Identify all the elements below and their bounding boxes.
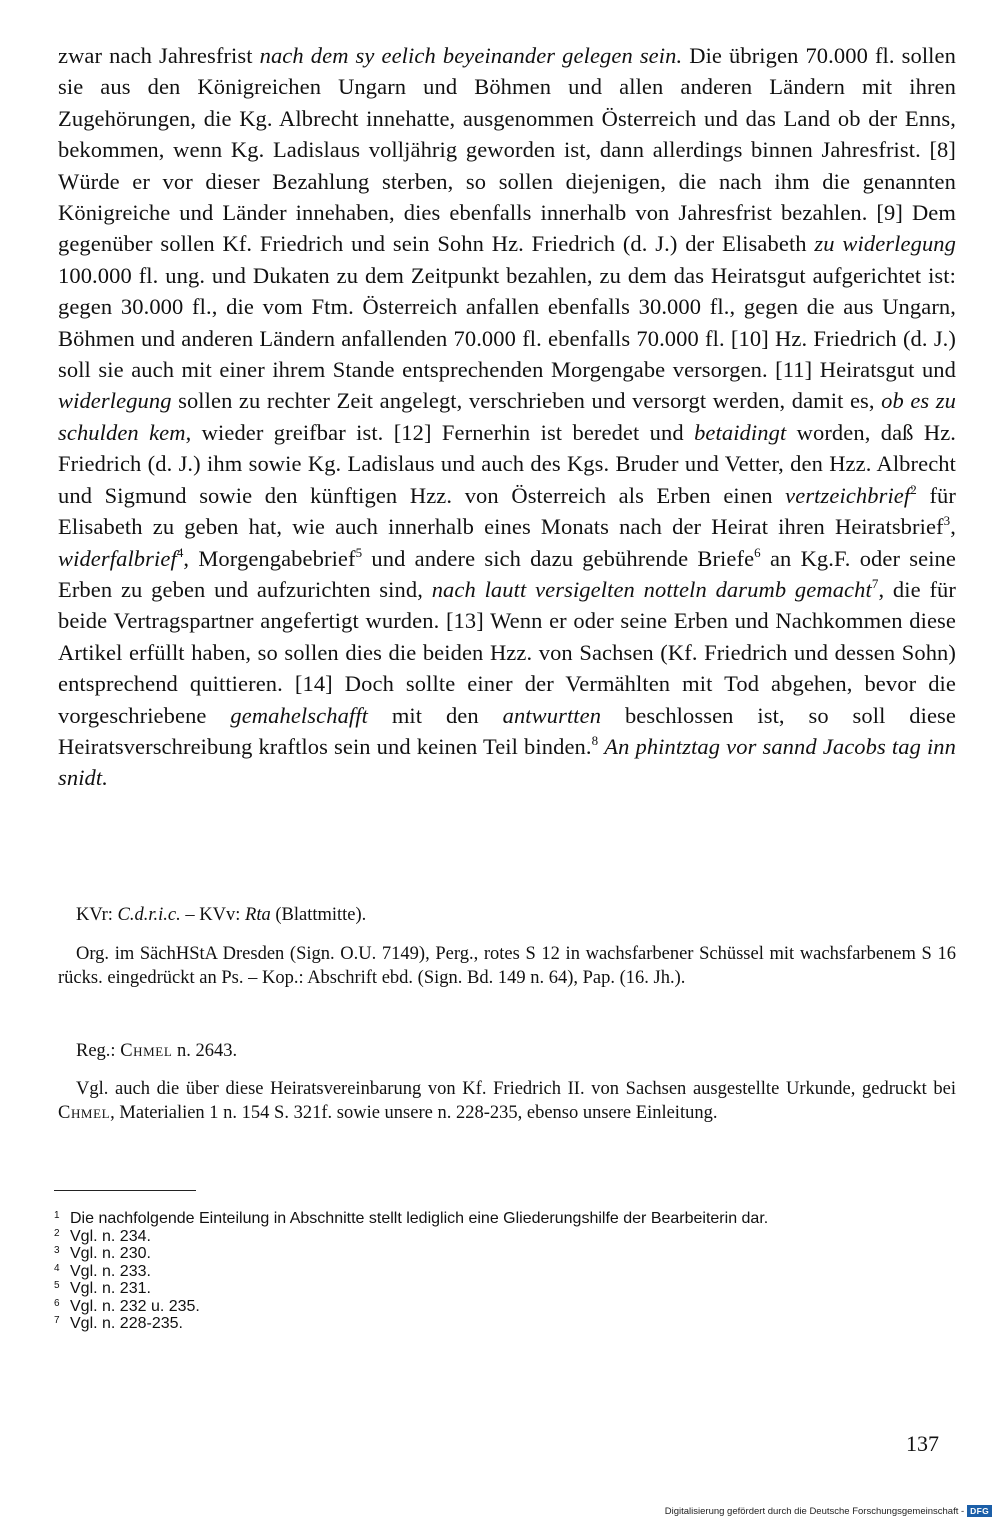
text-run: sollen zu rechter Zeit angelegt, verschrieben und versorgt werden, damit es, [171, 388, 882, 414]
footnote-item [54, 1315, 954, 1333]
footnote-number: 3 [54, 1245, 60, 1256]
footnote-ref: 6 [754, 544, 761, 560]
kv-value: C.d.r.i.c. [117, 905, 181, 925]
footnote-item [54, 1228, 954, 1246]
text-run: , wieder greifbar ist. [12] Fernerhin ist beredet und [185, 419, 695, 445]
text-run: , [950, 514, 956, 540]
footnote-number: 1 [54, 1210, 60, 1221]
footnote-number: 2 [54, 1227, 60, 1239]
reg-note [58, 1039, 956, 1063]
kv-suffix: (Blattmitte). [270, 905, 367, 925]
text-run: mit den [367, 702, 503, 728]
original-text: Org. im SächHStA Dresden (Sign. O.U. 7149), Perg., rotes S 12 in wachsfarbener Schüssel mit wachsfarbenem S 16 rücks. eingedrückt an Ps. – Kop.: Abschrift ebd. (Sign. Bd. 149 n. 64), Pap. (16. Jh.). [58, 944, 956, 988]
date-clause: An phintztag vor sannd Jacobs tag inn snidt. [58, 733, 956, 791]
kv-label: KVr: [76, 905, 118, 925]
text-run: und andere sich dazu gebührende Briefe [362, 545, 755, 571]
kv-value: Rta [245, 905, 271, 925]
reg-ref: n. 2643. [172, 1041, 238, 1061]
footnote-divider [54, 1190, 196, 1191]
footnote-number: 4 [54, 1262, 60, 1274]
footnote-item [54, 1298, 954, 1316]
footnote-text: Vgl. n. 234. [70, 1227, 151, 1245]
original-note [58, 942, 956, 990]
quote-run: antwurtten [502, 702, 602, 728]
vgl-text: , Materialien 1 n. 154 S. 321f. sowie unsere n. 228-235, ebenso unsere Einleitung. [110, 1103, 718, 1123]
text-run: für Elisabeth zu geben hat, wie auch innerhalb eines Monats nach der Heirat ihren Heiratsbrief [58, 482, 956, 540]
footnote-ref: 2 [910, 481, 917, 497]
quote-run: widerlegung [58, 388, 172, 414]
vgl-text: Vgl. auch die über diese Heiratsvereinbarung von Kf. Friedrich II. von Sachsen ausgestellte Urkunde, gedruckt bei [76, 1079, 956, 1099]
footnote-ref: 5 [355, 544, 363, 560]
quote-run: zu widerlegung [814, 231, 956, 257]
footnotes [54, 1210, 954, 1333]
dfg-funding-notice [665, 1505, 992, 1517]
text-run: , Morgengabebrief [183, 545, 356, 571]
quote-run: nach lautt versigelten notteln darumb gemacht [431, 576, 872, 602]
dfg-notice-text: Digitalisierung gefördert durch die Deutsche Forschungsgemeinschaft - [664, 1505, 965, 1517]
footnote-number: 5 [54, 1280, 60, 1291]
text-run: an Kg.F. oder seine Erben zu geben und aufzurichten sind, [58, 545, 956, 602]
quote-run: vertzeichbrief [785, 482, 911, 508]
quote-run: nach dem sy eelich beyeinander gelegen sein. [259, 43, 683, 68]
quote-run: gemahelschafft [230, 702, 368, 728]
footnote-item [54, 1210, 954, 1228]
footnote-ref: 4 [176, 544, 184, 560]
footnote-text: Vgl. n. 233. [70, 1262, 151, 1280]
text-run: zwar nach Jahresfrist [58, 43, 260, 68]
page-number: 137 [906, 1431, 939, 1456]
quote-run: betaidingt [694, 419, 787, 445]
quote-run: ob es zu schulden kem [58, 388, 956, 445]
text-run: worden, daß Hz. Friedrich (d. J.) ihm sowie Kg. Ladislaus und auch des Kgs. Bruder und Vetter, den Hzz. Albrecht und Sigmund sowie den künftigen Hzz. von Österreich als Erben einen [58, 419, 957, 508]
footnote-item [54, 1280, 954, 1298]
text-run: 100.000 fl. ung. und Dukaten zu dem Zeitpunkt bezahlen, zu dem das Heiratsgut aufgerichtet ist: gegen 30.000 fl., die vom Ftm. Österreich anfallen ebenfalls 30.000 fl., gegen die aus Ungarn, Böhmen und anderen Ländern anfallenden 70.000 fl. ebenfalls 70.000 fl. [10] Hz. Friedrich (d. J.) soll sie auch mit einer ihrem Stande entsprechenden Morgengabe versorgen. [11] Heiratsgut und [58, 262, 956, 383]
footnote-ref: 8 [591, 732, 599, 748]
kv-label: – KVv: [180, 905, 246, 925]
main-paragraph [58, 40, 956, 794]
footnote-item [54, 1263, 954, 1281]
footnote-ref: 7 [871, 575, 879, 591]
footnote-text: Die nachfolgende Einteilung in Abschnitte stellt lediglich eine Gliederungshilfe der Bearbeiterin dar. [70, 1210, 769, 1227]
quote-run: widerfalbrief [58, 545, 177, 571]
kv-note [58, 903, 956, 927]
footnote-number: 7 [54, 1315, 60, 1326]
author-name: Chmel [120, 1041, 173, 1061]
footnote-ref: 3 [943, 513, 951, 529]
dfg-logo-icon: DFG [967, 1505, 992, 1517]
footnote-text: Vgl. n. 232 u. 235. [70, 1297, 200, 1315]
main-text [58, 40, 956, 794]
reg-label: Reg.: [76, 1041, 121, 1061]
footnote-item [54, 1245, 954, 1263]
author-name: Chmel [58, 1103, 111, 1123]
text-run: , die für beide Vertragspartner angefertigt wurden. [13] Wenn er oder seine Erben und Nachkommen diese Artikel erfüllt haben, so sollen dies die beiden Hzz. von Sachsen (Kf. Friedrich und dessen Sohn) entsprechend quittieren. [14] Doch sollte einer der Vermählten mit Tod abgehen, bevor die vorgeschriebene [58, 576, 956, 728]
text-run: beschlossen ist, so soll diese Heiratsverschreibung kraftlos sein und keinen Teil binden. [58, 702, 956, 759]
footnote-number: 6 [54, 1297, 60, 1309]
footnote-text: Vgl. n. 228-235. [70, 1315, 183, 1332]
footnote-text: Vgl. n. 231. [70, 1280, 151, 1297]
text-run: Die übrigen 70.000 fl. sollen sie aus den Königreichen Ungarn und Böhmen und allen anderen Ländern mit ihren Zugehörungen, die Kg. Albrecht innehatte, ausgenommen Österreich und das Land ob der Enns, bekommen, wenn Kg. Ladislaus volljährig geworden ist, dann allerdings binnen Jahresfrist. [8] Würde er vor dieser Bezahlung sterben, so sollen diejenigen, die nach ihm die genannten Königreiche und Länder innehaben, dies ebenfalls innerhalb von Jahresfrist bezahlen. [9] Dem gegenüber sollen Kf. Friedrich und sein Sohn Hz. Friedrich (d. J.) der Elisabeth [58, 43, 956, 257]
vgl-note [58, 1077, 956, 1125]
footnote-text: Vgl. n. 230. [70, 1245, 151, 1262]
